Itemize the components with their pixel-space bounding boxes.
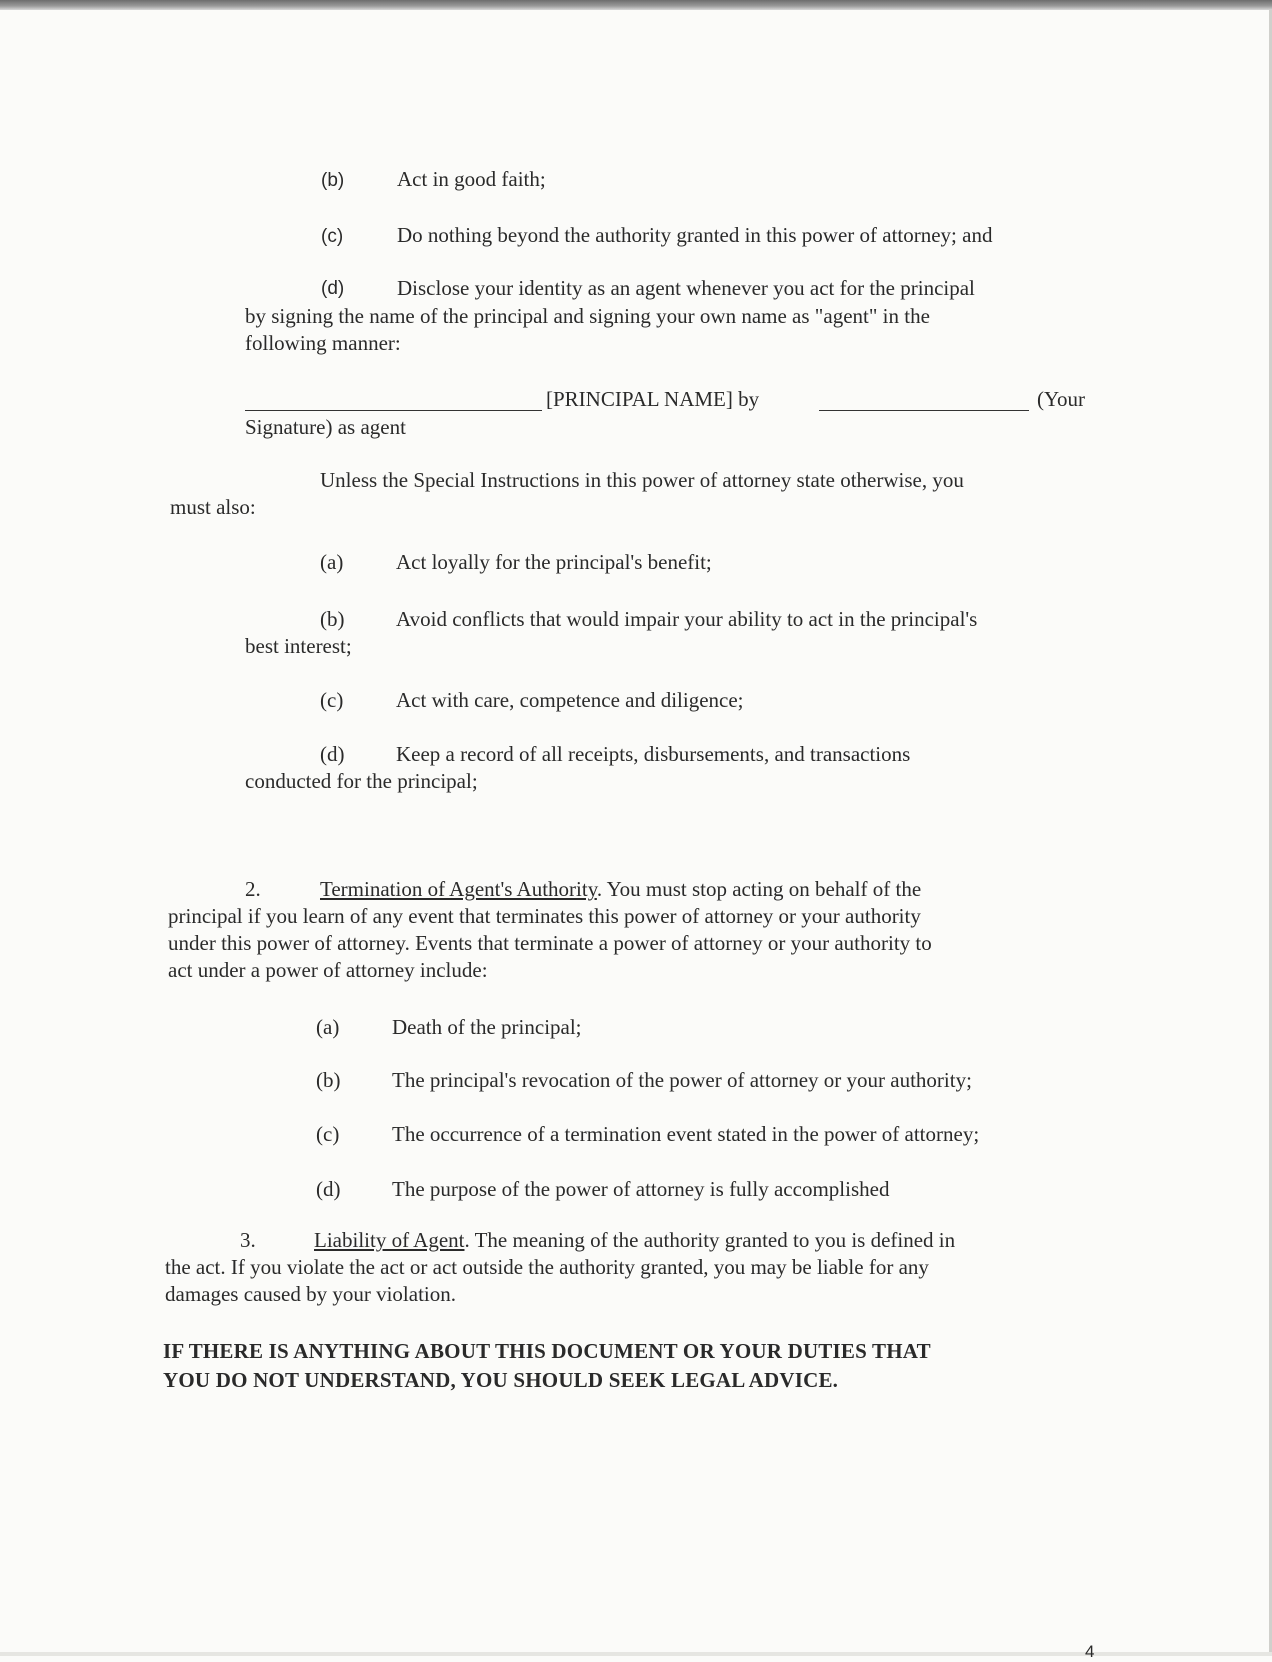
item-label: (d)	[321, 278, 345, 299]
item-text: best interest;	[245, 634, 352, 658]
signature-mid-text: [PRINCIPAL NAME] by	[546, 387, 760, 411]
item-text: Death of the principal;	[392, 1015, 582, 1039]
section-number: 2.	[245, 877, 261, 901]
paragraph-text: act under a power of attorney include:	[168, 958, 488, 982]
paragraph-text: Unless the Special Instructions in this power of attorney state otherwise, you	[320, 468, 964, 492]
item-label: (b)	[320, 607, 345, 631]
item-text: conducted for the principal;	[245, 769, 478, 793]
section-number: 3.	[240, 1228, 256, 1252]
item-label: (b)	[316, 1068, 341, 1092]
item-text: The principal's revocation of the power of attorney or your authority;	[392, 1068, 972, 1092]
item-label: (b)	[321, 170, 345, 191]
principal-name-blank	[245, 392, 542, 411]
item-label: (c)	[321, 226, 344, 247]
scan-bottom-edge	[0, 1652, 1272, 1656]
item-text: Act in good faith;	[397, 167, 546, 191]
item-text: Disclose your identity as an agent whenever you act for the principal	[397, 276, 975, 300]
item-label: (d)	[316, 1177, 341, 1201]
paragraph-text: must also:	[170, 495, 256, 519]
item-label: (c)	[316, 1122, 340, 1146]
section2-first-line	[320, 875, 921, 904]
scan-top-edge	[0, 0, 1272, 10]
section2-first-line-rest: . You must stop acting on behalf of the	[596, 877, 922, 901]
paragraph-text: the act. If you violate the act or act outside the authority granted, you may be liable for any	[165, 1255, 929, 1279]
item-text: The purpose of the power of attorney is fully accomplished	[392, 1177, 890, 1201]
item-label: (a)	[320, 550, 344, 574]
section2-heading: Termination of Agent's Authority	[320, 877, 597, 901]
signature-end-text: (Your	[1037, 387, 1086, 411]
paragraph-text: under this power of attorney. Events that terminate a power of attorney or your authority to	[168, 931, 932, 955]
item-label: (c)	[320, 688, 344, 712]
section3-first-line-rest: . The meaning of the authority granted to you is defined in	[464, 1228, 956, 1252]
item-text: Do nothing beyond the authority granted in this power of attorney; and	[397, 223, 993, 247]
paragraph-text: principal if you learn of any event that terminates this power of attorney or your authority	[168, 904, 921, 928]
signature-blank	[819, 392, 1029, 411]
item-text: following manner:	[245, 331, 401, 355]
warning-text: YOU DO NOT UNDERSTAND, YOU SHOULD SEEK LEGAL ADVICE.	[163, 1368, 839, 1392]
item-label: (d)	[320, 742, 345, 766]
section3-heading: Liability of Agent	[314, 1228, 465, 1252]
item-label: (a)	[316, 1015, 340, 1039]
section3-first-line	[314, 1226, 955, 1255]
item-text: by signing the name of the principal and signing your own name as "agent" in the	[245, 304, 930, 328]
page-number: 4	[1085, 1642, 1095, 1661]
item-text: Act with care, competence and diligence;	[396, 688, 744, 712]
item-text: Avoid conflicts that would impair your ability to act in the principal's	[396, 607, 978, 631]
warning-text: IF THERE IS ANYTHING ABOUT THIS DOCUMENT OR YOUR DUTIES THAT	[163, 1339, 931, 1363]
item-text: Act loyally for the principal's benefit;	[396, 550, 712, 574]
item-text: The occurrence of a termination event stated in the power of attorney;	[392, 1122, 980, 1146]
item-text: Keep a record of all receipts, disbursements, and transactions	[396, 742, 911, 766]
signature-line2: Signature) as agent	[245, 415, 406, 439]
paragraph-text: damages caused by your violation.	[165, 1282, 457, 1306]
